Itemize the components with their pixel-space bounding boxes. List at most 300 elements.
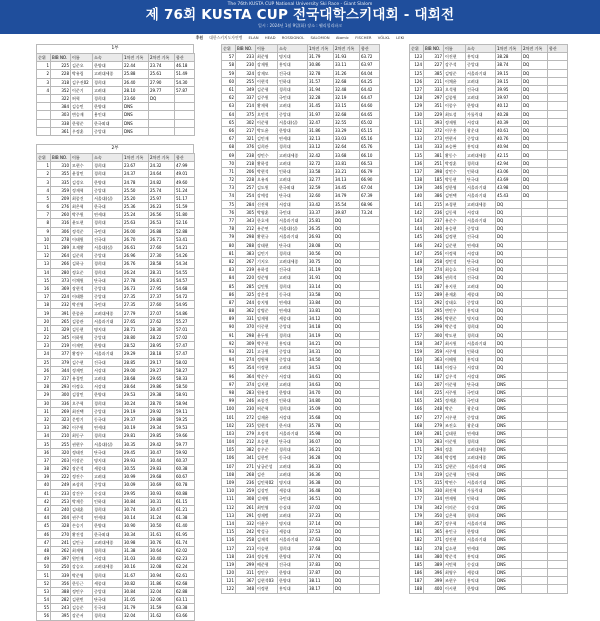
- table-cell: 257: [236, 184, 256, 192]
- table-cell: 김승준: [71, 604, 93, 612]
- table-cell: 88: [222, 307, 236, 315]
- table-cell: 강태현: [256, 241, 278, 249]
- table-cell: 162: [410, 372, 424, 380]
- table-cell: 이승현: [256, 544, 278, 552]
- table-cell: 최시원: [444, 339, 466, 347]
- table-cell: 34.70: [308, 388, 334, 396]
- table-cell: 이무홍: [444, 126, 466, 134]
- table-cell: 중앙대: [93, 407, 123, 415]
- table-cell: [522, 347, 548, 355]
- table-cell: 325: [236, 290, 256, 298]
- table-cell: 31.91: [308, 274, 334, 282]
- sponsor-logo: LEKI: [396, 35, 405, 40]
- table-cell: [522, 315, 548, 323]
- table-cell: DQ: [334, 421, 360, 429]
- table-cell: 고려대세종: [278, 151, 308, 159]
- table-cell: 63: [222, 102, 236, 110]
- table-cell: 정재원: [444, 118, 466, 126]
- table-row: [37, 284, 195, 292]
- table-cell: 김재석: [256, 536, 278, 544]
- table-cell: 31: [37, 407, 51, 415]
- table-cell: 27.07: [149, 309, 175, 317]
- table-cell: 김민기: [256, 249, 278, 257]
- table-cell: [175, 127, 195, 135]
- table-row: [410, 249, 568, 257]
- table-cell: 고려대: [93, 374, 123, 382]
- table-cell: 34.13: [334, 176, 360, 184]
- table-cell: 48: [37, 546, 51, 554]
- column-header: BIB NO.: [236, 45, 256, 53]
- table-cell: 364: [236, 372, 256, 380]
- table-cell: [37, 111, 51, 119]
- table-cell: 34: [37, 432, 51, 440]
- table-cell: 유승현: [444, 225, 466, 233]
- table-cell: 359: [424, 347, 444, 355]
- table-cell: [360, 307, 380, 315]
- table-cell: 176: [410, 487, 424, 495]
- table-cell: [522, 569, 548, 577]
- table-cell: [360, 233, 380, 241]
- table-cell: [522, 372, 548, 380]
- table-cell: DNS: [496, 397, 522, 405]
- table-row: [222, 298, 380, 306]
- table-cell: [522, 470, 548, 478]
- table-row: [410, 110, 568, 118]
- table-cell: 오재황: [71, 243, 93, 251]
- table-cell: 27.60: [149, 301, 175, 309]
- table-cell: 한국외대: [93, 530, 123, 538]
- column-header: 순위: [37, 153, 51, 161]
- table-cell: 289: [424, 290, 444, 298]
- table-cell: 34.80: [308, 397, 334, 405]
- table-cell: 한양대: [466, 585, 496, 593]
- table-row: [410, 413, 568, 421]
- table-cell: 17: [37, 293, 51, 301]
- table-row: [410, 405, 568, 413]
- table-cell: [360, 585, 380, 593]
- table-cell: 67.04: [360, 184, 380, 192]
- table-cell: 인하대: [93, 497, 123, 505]
- table-cell: 19: [37, 309, 51, 317]
- table-cell: 135: [410, 151, 424, 159]
- sponsor-label: 후원: [195, 35, 204, 40]
- table-cell: 209: [51, 194, 71, 202]
- table-cell: 97: [222, 380, 236, 388]
- table-cell: [522, 241, 548, 249]
- table-cell: 152: [410, 290, 424, 298]
- table-row: [410, 216, 568, 224]
- table-cell: 131: [410, 118, 424, 126]
- table-cell: 서울과기대: [466, 519, 496, 527]
- table-cell: 한동근: [71, 579, 93, 587]
- table-cell: 한양대: [278, 569, 308, 577]
- table-cell: 299: [424, 323, 444, 331]
- table-cell: 34.18: [308, 323, 334, 331]
- column-header: 소속: [278, 45, 308, 53]
- table-row: [222, 397, 380, 405]
- table-cell: [548, 151, 568, 159]
- table-cell: 61.95: [175, 530, 195, 538]
- table-row: [37, 70, 195, 78]
- table-cell: 정민우: [256, 569, 278, 577]
- table-cell: 이준형: [256, 118, 278, 126]
- table-cell: 28.85: [123, 358, 149, 366]
- table-row: [410, 544, 568, 552]
- table-cell: 351: [424, 102, 444, 110]
- table-cell: 164: [410, 388, 424, 396]
- table-cell: 332: [236, 519, 256, 527]
- table-cell: 28.22: [149, 334, 175, 342]
- table-row: [37, 612, 195, 620]
- table-cell: 26.73: [123, 284, 149, 292]
- table-row: [410, 290, 568, 298]
- table-row: [410, 339, 568, 347]
- table-cell: DNS: [496, 519, 522, 527]
- table-cell: 김재윤: [256, 413, 278, 421]
- table-cell: 133: [410, 135, 424, 143]
- table-row: [222, 339, 380, 347]
- table-cell: 268: [236, 470, 256, 478]
- table-cell: 396: [424, 569, 444, 577]
- table-cell: DQ: [496, 274, 522, 282]
- table-cell: [548, 102, 568, 110]
- table-cell: 윤재훈: [444, 290, 466, 298]
- table-cell: 63.66: [175, 612, 195, 620]
- table-cell: 214: [236, 102, 256, 110]
- table-cell: 245: [424, 397, 444, 405]
- table-cell: [548, 462, 568, 470]
- table-cell: [522, 339, 548, 347]
- table-row: [222, 536, 380, 544]
- table-cell: 고려대: [466, 282, 496, 290]
- table-cell: 400: [424, 585, 444, 593]
- table-cell: 남궁준성: [256, 462, 278, 470]
- table-cell: 171: [410, 446, 424, 454]
- table-cell: [522, 307, 548, 315]
- table-cell: 66.53: [360, 159, 380, 167]
- table-row: [37, 587, 195, 595]
- table-cell: 82: [222, 257, 236, 265]
- table-cell: 30.31: [149, 497, 175, 505]
- table-row: [37, 62, 195, 70]
- table-cell: 경희대: [278, 282, 308, 290]
- table-cell: 박선영: [71, 301, 93, 309]
- table-cell: 37.83: [308, 560, 334, 568]
- table-cell: 36.36: [308, 470, 334, 478]
- division-caption: 2부: [36, 144, 194, 153]
- table-cell: 39.15: [496, 77, 522, 85]
- column-header: 순위: [410, 45, 424, 53]
- table-cell: 62: [222, 94, 236, 102]
- table-cell: 김주원: [256, 94, 278, 102]
- table-cell: [548, 282, 568, 290]
- table-cell: 172: [410, 454, 424, 462]
- table-cell: DQ: [334, 397, 360, 405]
- table-cell: 28.52: [123, 342, 149, 350]
- table-cell: [522, 511, 548, 519]
- table-cell: 32.28: [308, 94, 334, 102]
- table-row: [37, 235, 195, 243]
- table-cell: 오석형: [444, 85, 466, 93]
- table-cell: [522, 364, 548, 372]
- table-cell: 34.61: [308, 372, 334, 380]
- table-cell: [548, 110, 568, 118]
- table-cell: [548, 69, 568, 77]
- table-cell: 24.32: [149, 162, 175, 170]
- table-cell: 서울대(실): [93, 243, 123, 251]
- table-cell: 38.28: [496, 53, 522, 61]
- table-cell: DQ: [334, 249, 360, 257]
- table-cell: 64.65: [360, 110, 380, 118]
- table-cell: 34.21: [308, 339, 334, 347]
- table-cell: 68.96: [360, 200, 380, 208]
- table-row: [37, 219, 195, 227]
- table-cell: [360, 356, 380, 364]
- table-cell: 58: [222, 61, 236, 69]
- table-cell: 중앙대: [93, 293, 123, 301]
- table-cell: 310: [51, 162, 71, 170]
- division-2-table-cont: [221, 44, 380, 594]
- table-cell: 83: [222, 266, 236, 274]
- table-cell: [360, 372, 380, 380]
- table-cell: 126: [410, 77, 424, 85]
- table-cell: [548, 470, 568, 478]
- table-cell: 37.63: [308, 536, 334, 544]
- table-cell: DQ: [334, 569, 360, 577]
- table-cell: 경희대: [278, 446, 308, 454]
- table-cell: DNS: [496, 585, 522, 593]
- table-cell: [522, 560, 548, 568]
- table-row: [222, 331, 380, 339]
- table-cell: 고려대: [278, 462, 308, 470]
- table-cell: 134: [410, 143, 424, 151]
- table-cell: 14: [37, 268, 51, 276]
- table-cell: 377: [51, 350, 71, 358]
- table-row: [410, 233, 568, 241]
- table-cell: DQ: [334, 339, 360, 347]
- table-row: [410, 364, 568, 372]
- table-cell: 12: [37, 252, 51, 260]
- table-cell: 동국대: [278, 454, 308, 462]
- table-cell: 294: [424, 446, 444, 454]
- table-row: [410, 315, 568, 323]
- table-cell: 28.58: [149, 260, 175, 268]
- table-cell: [360, 462, 380, 470]
- table-cell: 262: [51, 546, 71, 554]
- table-cell: [360, 413, 380, 421]
- table-cell: 서울과기대: [466, 339, 496, 347]
- table-cell: 300: [424, 331, 444, 339]
- table-cell: 숭실대: [278, 503, 308, 511]
- table-cell: 한양대: [93, 62, 123, 70]
- table-cell: 184: [410, 552, 424, 560]
- table-cell: DQ: [496, 307, 522, 315]
- table-cell: 국민대: [466, 397, 496, 405]
- table-cell: 30.75: [308, 257, 334, 265]
- sponsor-logo: 대한스키지도자연맹: [209, 35, 243, 40]
- sponsor-logo: ROSSIGNOL: [281, 35, 305, 40]
- table-cell: 57.47: [175, 350, 195, 358]
- table-row: [37, 432, 195, 440]
- table-cell: 서울과기대: [466, 536, 496, 544]
- table-cell: 이주원: [71, 424, 93, 432]
- table-cell: 68: [222, 143, 236, 151]
- table-cell: 31.62: [149, 612, 175, 620]
- table-cell: 정재민: [71, 366, 93, 374]
- table-cell: 65.76: [360, 143, 380, 151]
- table-cell: [360, 478, 380, 486]
- table-row: [37, 301, 195, 309]
- table-cell: 명지대: [93, 325, 123, 333]
- table-cell: 송지영: [256, 298, 278, 306]
- table-cell: 서울과기대: [466, 69, 496, 77]
- table-row: [37, 440, 195, 448]
- table-cell: 권주석: [71, 514, 93, 522]
- table-cell: 64.60: [360, 102, 380, 110]
- table-row: [37, 596, 195, 604]
- table-cell: 42: [37, 497, 51, 505]
- table-cell: 23.74: [149, 62, 175, 70]
- table-cell: 이정현: [256, 364, 278, 372]
- table-row: [37, 317, 195, 325]
- table-cell: 한국대: [93, 203, 123, 211]
- table-cell: 박정훈: [444, 159, 466, 167]
- table-row: [410, 102, 568, 110]
- table-cell: 박성규: [256, 528, 278, 536]
- table-cell: 93: [222, 347, 236, 355]
- table-row: [222, 470, 380, 478]
- table-cell: DQ: [334, 560, 360, 568]
- table-cell: 박성범: [444, 454, 466, 462]
- table-cell: DQ: [334, 405, 360, 413]
- table-cell: 151: [410, 282, 424, 290]
- table-cell: 59.25: [175, 415, 195, 423]
- table-cell: 346: [424, 184, 444, 192]
- table-cell: 304: [424, 454, 444, 462]
- table-row: [410, 241, 568, 249]
- table-header-row: [37, 153, 195, 161]
- column-header: 순위: [222, 45, 236, 53]
- table-cell: 42.94: [496, 159, 522, 167]
- table-row: [37, 203, 195, 211]
- table-cell: 39.97: [496, 94, 522, 102]
- table-cell: 30.99: [123, 473, 149, 481]
- table-cell: 28.70: [149, 399, 175, 407]
- table-row: [410, 462, 568, 470]
- table-cell: 김재원: [256, 495, 278, 503]
- table-cell: 가톨릭대: [466, 110, 496, 118]
- table-cell: 단국대: [466, 176, 496, 184]
- table-cell: 36.28: [308, 454, 334, 462]
- table-row: [37, 78, 195, 86]
- table-cell: DNS: [496, 462, 522, 470]
- table-cell: 33.21: [334, 167, 360, 175]
- table-cell: 31.86: [308, 126, 334, 134]
- table-cell: 경희대: [278, 143, 308, 151]
- table-cell: 51.80: [175, 211, 195, 219]
- table-row: [222, 257, 380, 265]
- table-cell: 379: [51, 358, 71, 366]
- table-cell: 조현우: [444, 577, 466, 585]
- table-cell: 52.88: [175, 227, 195, 235]
- table-row: [410, 200, 568, 208]
- table-cell: DNS: [496, 544, 522, 552]
- table-cell: 298: [236, 331, 256, 339]
- column-header: 합산: [175, 54, 195, 62]
- table-row: [410, 380, 568, 388]
- table-cell: 87: [222, 298, 236, 306]
- table-row: [37, 522, 195, 530]
- table-cell: DNS: [496, 495, 522, 503]
- table-cell: 180: [410, 519, 424, 527]
- table-cell: 58.94: [175, 399, 195, 407]
- table-cell: 84: [222, 274, 236, 282]
- table-cell: [548, 143, 568, 151]
- table-cell: 359: [51, 186, 71, 194]
- table-cell: 45.43: [496, 192, 522, 200]
- table-cell: 22: [37, 334, 51, 342]
- table-cell: 65.16: [360, 135, 380, 143]
- table-cell: 175: [410, 478, 424, 486]
- table-cell: 세종대: [466, 569, 496, 577]
- table-row: [37, 211, 195, 219]
- table-cell: 박유림: [71, 70, 93, 78]
- table-cell: 145: [410, 233, 424, 241]
- table-cell: 윤도현: [71, 219, 93, 227]
- table-cell: DQ: [334, 315, 360, 323]
- table-cell: DQ: [522, 176, 548, 184]
- table-cell: 김동현: [71, 325, 93, 333]
- table-cell: 광운대: [466, 126, 496, 134]
- table-cell: 28.64: [123, 383, 149, 391]
- table-cell: [548, 159, 568, 167]
- table-cell: [360, 487, 380, 495]
- table-cell: DQ: [496, 356, 522, 364]
- table-cell: [360, 290, 380, 298]
- table-cell: [522, 421, 548, 429]
- table-cell: DQ: [496, 315, 522, 323]
- table-cell: DQ: [522, 118, 548, 126]
- table-cell: 강민수: [444, 167, 466, 175]
- table-cell: 121: [222, 577, 236, 585]
- table-row: [410, 126, 568, 134]
- table-cell: 25.61: [149, 70, 175, 78]
- table-row: [222, 110, 380, 118]
- table-row: [410, 438, 568, 446]
- table-cell: 33.81: [334, 159, 360, 167]
- table-cell: 18: [37, 301, 51, 309]
- table-row: [222, 69, 380, 77]
- table-cell: 229: [424, 110, 444, 118]
- table-cell: [548, 569, 568, 577]
- table-row: [410, 503, 568, 511]
- table-cell: 세종대: [278, 315, 308, 323]
- table-cell: 이준형: [444, 380, 466, 388]
- table-cell: 352: [51, 86, 71, 94]
- table-cell: 30: [37, 399, 51, 407]
- table-cell: [522, 282, 548, 290]
- table-cell: 187: [424, 372, 444, 380]
- table-cell: 29.17: [149, 358, 175, 366]
- table-cell: 30.64: [149, 546, 175, 554]
- table-cell: [548, 331, 568, 339]
- table-cell: [522, 519, 548, 527]
- table-cell: 213: [236, 544, 256, 552]
- table-cell: 212: [236, 438, 256, 446]
- table-cell: [360, 397, 380, 405]
- table-cell: 26.56: [149, 211, 175, 219]
- table-cell: 303: [51, 111, 71, 119]
